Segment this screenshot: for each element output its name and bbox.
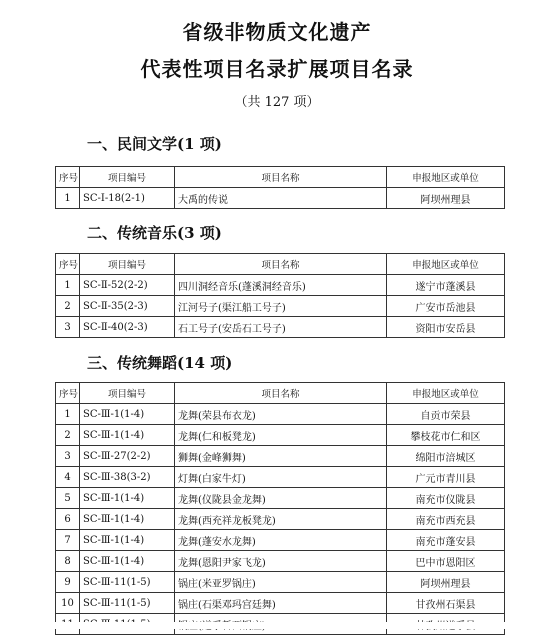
cell-code: SC-Ⅲ-1(1-4) [80, 488, 175, 509]
cell-region: 巴中市恩阳区 [387, 551, 505, 572]
cell-region: 甘孜州石渠县 [387, 593, 505, 614]
table-row [56, 467, 505, 488]
cell-name: 龙舞(西充祥龙板凳龙) [175, 509, 387, 530]
cell-seq: 6 [56, 509, 80, 530]
cell-name: 锅庄(米亚罗锅庄) [175, 572, 387, 593]
cell-region: 资阳市安岳县 [387, 317, 505, 338]
cell-code: SC-Ⅱ-35(2-3) [80, 296, 175, 317]
table-folk-literature [55, 166, 505, 209]
table-row [56, 296, 505, 317]
header-code: 项目编号 [80, 383, 175, 404]
cell-seq: 7 [56, 530, 80, 551]
cell-region: 南充市蓬安县 [387, 530, 505, 551]
header-region: 申报地区或单位 [387, 383, 505, 404]
header-code: 项目编号 [80, 167, 175, 188]
cell-code: SC-Ⅲ-1(1-4) [80, 404, 175, 425]
cell-region: 阿坝州理县 [387, 572, 505, 593]
cell-seq: 2 [56, 296, 80, 317]
section-title-traditional-dance: 三、传统舞蹈(14 项) [87, 354, 233, 372]
table-row [56, 551, 505, 572]
cell-region: 南充市仪陇县 [387, 488, 505, 509]
cell-seq: 5 [56, 488, 80, 509]
cell-code: SC-Ⅱ-40(2-3) [80, 317, 175, 338]
cell-name: 狮舞(金峰狮舞) [175, 446, 387, 467]
cell-code: SC-Ⅲ-38(3-2) [80, 467, 175, 488]
page-bottom-crop [0, 622, 554, 629]
table-row [56, 593, 505, 614]
header-name: 项目名称 [175, 383, 387, 404]
cell-region: 阿坝州理县 [387, 188, 505, 209]
cell-seq: 2 [56, 425, 80, 446]
cell-name: 龙舞(荣县布衣龙) [175, 404, 387, 425]
cell-seq: 8 [56, 551, 80, 572]
cell-name: 四川洞经音乐(蓬溪洞经音乐) [175, 275, 387, 296]
cell-code: SC-Ⅲ-1(1-4) [80, 551, 175, 572]
header-region: 申报地区或单位 [387, 254, 505, 275]
header-seq: 序号 [56, 254, 80, 275]
table-row [56, 275, 505, 296]
cell-seq: 1 [56, 188, 80, 209]
cell-name: 龙舞(蓬安水龙舞) [175, 530, 387, 551]
cell-name: 龙舞(仪陇县金龙舞) [175, 488, 387, 509]
cell-region: 攀枝花市仁和区 [387, 425, 505, 446]
table-header-row [56, 254, 505, 275]
cell-name: 江河号子(渠江船工号子) [175, 296, 387, 317]
header-seq: 序号 [56, 383, 80, 404]
cell-region: 南充市西充县 [387, 509, 505, 530]
table-row [56, 446, 505, 467]
header-code: 项目编号 [80, 254, 175, 275]
table-header-row [56, 383, 505, 404]
cell-code: SC-Ⅱ-52(2-2) [80, 275, 175, 296]
document-title-line1: 省级非物质文化遗产 [182, 20, 372, 44]
table-row [56, 509, 505, 530]
cell-region: 自贡市荣县 [387, 404, 505, 425]
cell-region: 广元市青川县 [387, 467, 505, 488]
header-region: 申报地区或单位 [387, 167, 505, 188]
table-header-row [56, 167, 505, 188]
cell-name: 石工号子(安岳石工号子) [175, 317, 387, 338]
cell-seq: 1 [56, 404, 80, 425]
cell-name: 龙舞(恩阳尹家飞龙) [175, 551, 387, 572]
cell-name: 龙舞(仁和板凳龙) [175, 425, 387, 446]
cell-region: 广安市岳池县 [387, 296, 505, 317]
section-title-traditional-music: 二、传统音乐(3 项) [87, 224, 222, 242]
cell-seq: 10 [56, 593, 80, 614]
cell-seq: 9 [56, 572, 80, 593]
document-title-line2: 代表性项目名录扩展项目名录 [140, 57, 414, 81]
cell-code: SC-Ⅲ-1(1-4) [80, 425, 175, 446]
cell-code: SC-Ⅲ-11(1-5) [80, 572, 175, 593]
table-traditional-dance [55, 382, 505, 635]
item-count: （共 127 项） [234, 95, 320, 110]
table-traditional-music [55, 253, 505, 338]
cell-seq: 4 [56, 467, 80, 488]
header-seq: 序号 [56, 167, 80, 188]
cell-seq: 3 [56, 317, 80, 338]
cell-code: SC-Ⅲ-1(1-4) [80, 530, 175, 551]
table-row [56, 425, 505, 446]
cell-name: 大禹的传说 [175, 188, 387, 209]
cell-code: SC-Ⅲ-1(1-4) [80, 509, 175, 530]
table-row [56, 530, 505, 551]
table-row [56, 188, 505, 209]
section-title-folk-literature: 一、民间文学(1 项) [87, 135, 222, 153]
cell-code: SC-Ⅲ-11(1-5) [80, 593, 175, 614]
cell-name: 锅庄(石渠邓玛宫廷舞) [175, 593, 387, 614]
table-row [56, 572, 505, 593]
cell-seq: 3 [56, 446, 80, 467]
header-name: 项目名称 [175, 254, 387, 275]
header-name: 项目名称 [175, 167, 387, 188]
cell-code: SC-Ⅰ-18(2-1) [80, 188, 175, 209]
cell-code: SC-Ⅲ-27(2-2) [80, 446, 175, 467]
table-row [56, 317, 505, 338]
cell-seq: 1 [56, 275, 80, 296]
table-row [56, 488, 505, 509]
cell-region: 遂宁市蓬溪县 [387, 275, 505, 296]
cell-region: 绵阳市涪城区 [387, 446, 505, 467]
table-row [56, 404, 505, 425]
cell-name: 灯舞(白家牛灯) [175, 467, 387, 488]
